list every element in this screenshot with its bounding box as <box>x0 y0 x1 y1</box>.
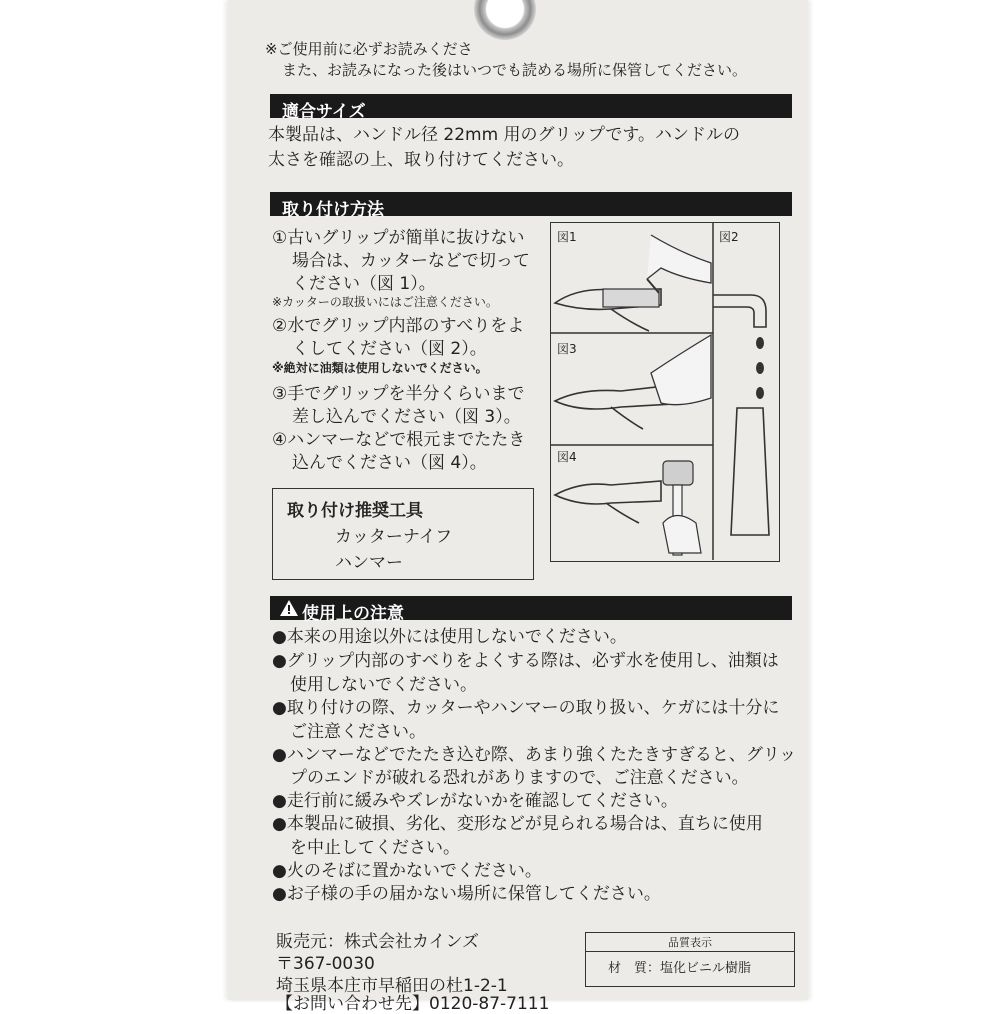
quality-material: 材 質：塩化ビニル樹脂 <box>608 961 752 976</box>
caution-line: ●走行前に緩みやズレがないかを確認してください。 <box>272 791 678 811</box>
seller-address: 埼玉県本庄市早稲田の杜1-2-1 <box>276 976 508 996</box>
quality-title: 品質表示 <box>668 936 712 949</box>
seller-name: 販売元：株式会社カインズ <box>276 932 479 952</box>
figure-2-label: 図2 <box>719 230 739 244</box>
figure-3-label: 図3 <box>557 342 577 356</box>
figure-1-label: 図1 <box>557 230 577 244</box>
install-step: ②水でグリップ内部のすべりをよ <box>272 316 525 336</box>
install-warning: ※絶対に油類は使用しないでください。 <box>272 361 488 375</box>
warning-icon <box>280 600 298 616</box>
caution-line: ●ハンマーなどでたたき込む際、あまり強くたたきすぎると、グリッ <box>272 745 797 765</box>
caution-line: を中止してください。 <box>290 838 460 858</box>
caution-line: ●グリップ内部のすべりをよくする際は、必ず水を使用し、油類は <box>272 651 779 671</box>
seller-contact: 【お問い合わせ先】0120-87-7111 <box>276 994 550 1014</box>
header-note-1: ※ご使用前に必ずお読みくださ <box>265 40 473 58</box>
tool-hammer: ハンマー <box>335 553 403 573</box>
install-step: 差し込んでください（図 3）。 <box>292 407 521 427</box>
install-heading: 取り付け方法 <box>270 192 792 216</box>
quality-label-box <box>585 932 795 987</box>
install-step: ③手でグリップを半分くらいまで <box>272 384 525 404</box>
fit-size-heading: 適合サイズ <box>270 94 792 118</box>
seller-postal: 〒367-0030 <box>276 954 375 974</box>
caution-line: ●取り付けの際、カッターやハンマーの取り扱い、ケガには十分に <box>272 698 780 718</box>
caution-line: ●本製品に破損、劣化、変形などが見られる場合は、直ちに使用 <box>272 814 763 834</box>
install-step: ④ハンマーなどで根元までたたき <box>272 430 526 450</box>
fit-size-line-2: 太さを確認の上、取り付けてください。 <box>268 150 574 170</box>
caution-line: 使用しないでください。 <box>290 675 477 695</box>
install-figures <box>550 222 780 562</box>
recommended-tools-box <box>272 488 534 580</box>
install-step: 込んでください（図 4）。 <box>292 453 487 473</box>
figures-illustration <box>551 223 778 560</box>
install-step: 場合は、カッターなどで切って <box>292 251 530 271</box>
quality-divider <box>586 951 794 952</box>
install-step: ①古いグリップが簡単に抜けない <box>272 228 525 248</box>
caution-line: ●火のそばに置かないでください。 <box>272 861 542 881</box>
install-step: ください（図 1）。 <box>292 274 436 294</box>
install-step: くしてください（図 2）。 <box>292 339 487 359</box>
caution-line: ●本来の用途以外には使用しないでください。 <box>272 627 627 647</box>
tools-title: 取り付け推奨工具 <box>287 501 423 521</box>
header-note-2: また、お読みになった後はいつでも読める場所に保管してください。 <box>282 61 748 79</box>
caution-line: ●お子様の手の届かない場所に保管してください。 <box>272 884 661 904</box>
figure-4-label: 図4 <box>557 450 577 464</box>
install-warning: ※カッターの取扱いにはご注意ください。 <box>272 295 498 309</box>
fit-size-line-1: 本製品は、ハンドル径 22mm 用のグリップです。ハンドルの <box>268 125 741 145</box>
caution-line: プのエンドが破れる恐れがありますので、ご注意ください。 <box>290 768 749 788</box>
caution-heading: 使用上の注意 <box>270 596 792 620</box>
tool-cutter: カッターナイフ <box>335 527 453 547</box>
caution-line: ご注意ください。 <box>290 722 426 742</box>
